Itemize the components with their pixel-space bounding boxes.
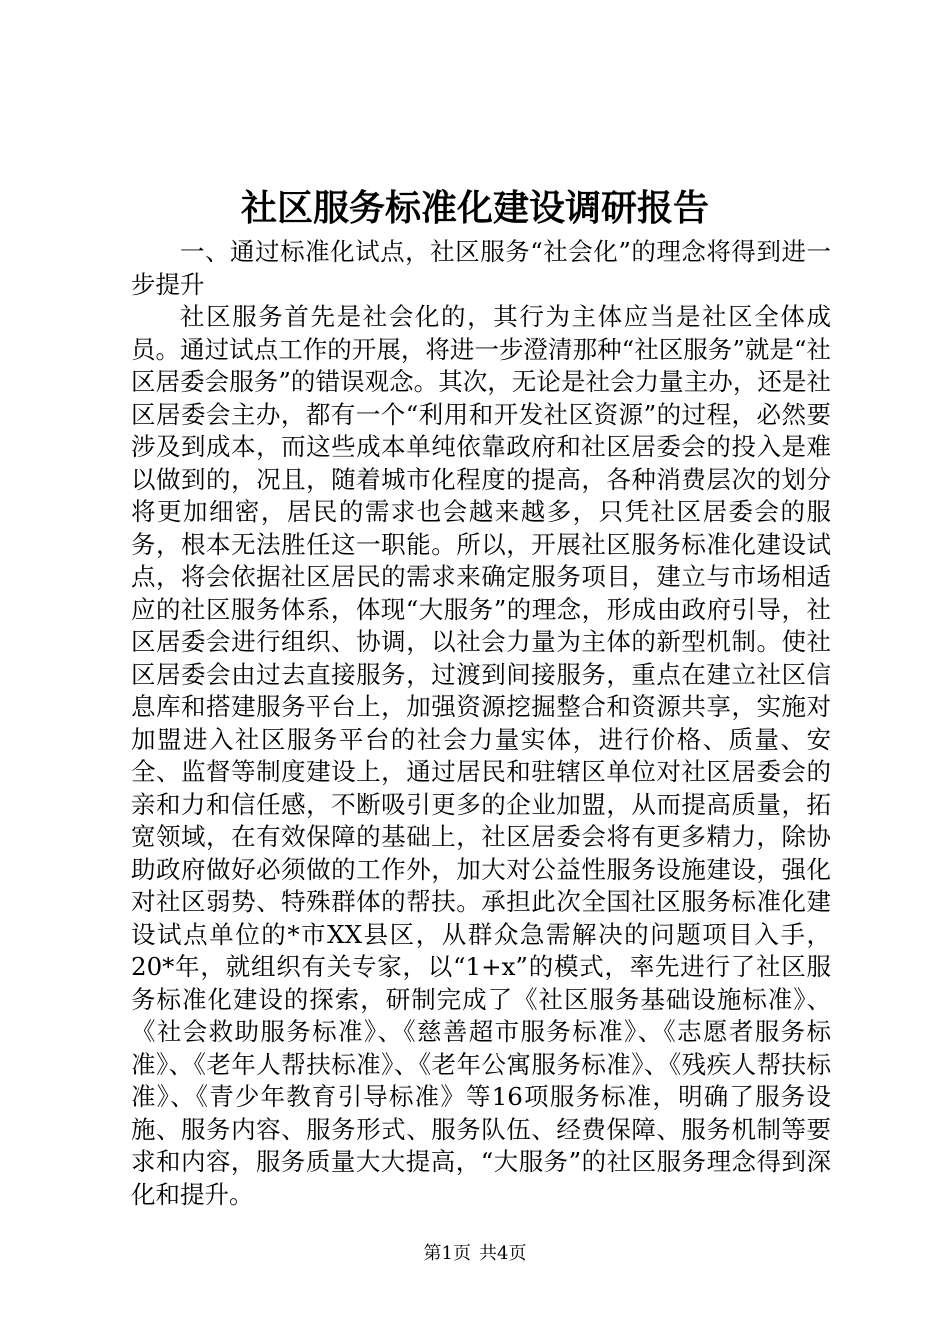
document-title: 社区服务标准化建设调研报告 [240, 187, 709, 229]
section-heading: 一、通过标准化试点，社区服务“社会化”的理念将得到进一步提升 [131, 237, 831, 299]
page-footer [0, 1242, 950, 1266]
page-total: 共4页 [479, 1243, 527, 1264]
page-number: 第1页 [423, 1243, 471, 1264]
document-body [131, 236, 831, 1211]
body-paragraph: 社区服务首先是社会化的，其行为主体应当是社区全体成员。通过试点工作的开展，将进一步澄清那种“社区服务”就是“社区居委会服务”的错误观念。其次，无论是社会力量主办，还是社区居委会主办，都有一个“利用和开发社区资源”的过程，必然要涉及到成本，而这些成本单纯依靠政府和社区居委会的投入是难以做到的，况且，随着城市化程度的提高，各种消费层次的划分将更加细密，居民的需求也会越来越多，只凭社区居委会的服务，根本无法胜任这一职能。所以，开展社区服务标准化建设试点，将会依据社区居民的需求来确定服务项目，建立与市场相适应的社区服务体系，体现“大服务”的理念，形成由政府引导，社区居委会进行组织、协调，以社会力量为主体的新型机制。使社区居委会由过去直接服务，过渡到间接服务，重点在建立社区信息库和搭建服务平台上，加强资源挖掘整合和资源共享，实施对加盟进入社区服务平台的社会力量实体，进行价格、质量、安全、监督等制度建设上，通过居民和驻辖区单位对社区居委会的亲和力和信任感，不断吸引更多的企业加盟，从而提高质量，拓宽领域，在有效保障的基础上，社区居委会将有更多精力，除协助政府做好必须做的工作外，加大对公益性服务设施建设，强化对社区弱势、特殊群体的帮扶。承担此次全国社区服务标准化建设试点单位的*市XX县区，从群众急需解决的问题项目入手，20*年，就组织有关专家，以“1+x”的模式，率先进行了社区服务标准化建设的探索，研制完成了《社区服务基础设施标准》、《社会救助服务标准》、《慈善超市服务标准》、《志愿者服务标准》、《老年人帮扶标准》、《老年公寓服务标准》、《残疾人帮扶标准》、《青少年教育引导标准》等16项服务标准，明确了服务设施、服务内容、服务形式、服务队伍、经费保障、服务机制等要求和内容，服务质量大大提高，“大服务”的社区服务理念得到深化和提升。 [131, 302, 831, 1209]
